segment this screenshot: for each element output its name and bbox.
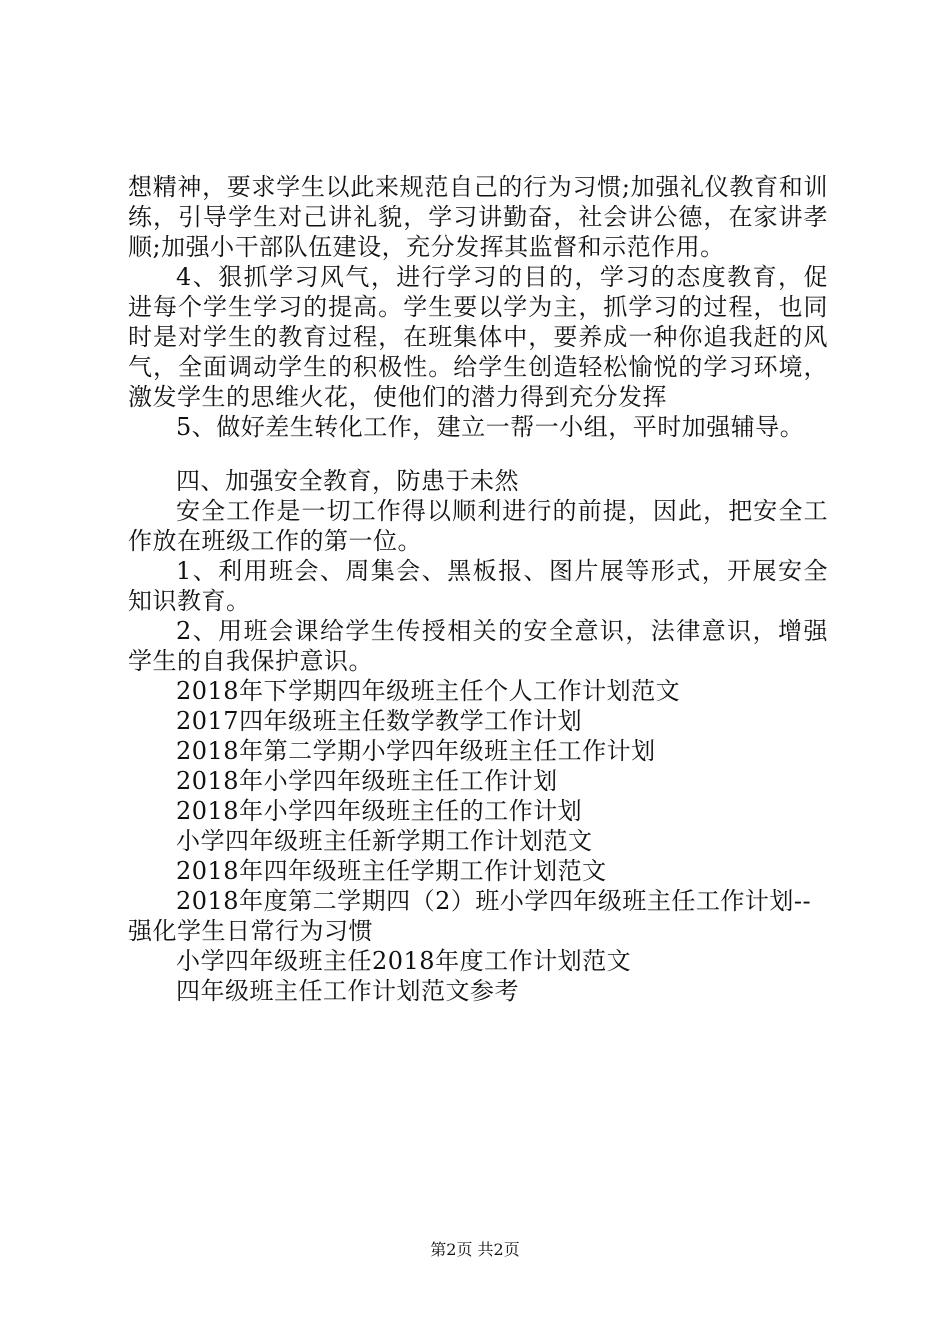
- related-article-link[interactable]: 2018年第二学期小学四年级班主任工作计划: [176, 737, 656, 765]
- paragraph-point-4: 4、狠抓学习风气，进行学习的目的，学习的态度教育，促进每个学生学习的提高。学生要以学为主，抓学习的过程，也同时是对学生的教育过程，在班集体中，要养成一种你追我赶的风气，全面调动学生的积极性。给学生创造轻松愉悦的学习环境，激发学生的思维火花，使他们的潜力得到充分发挥: [128, 263, 828, 411]
- paragraph-continued: 想精神，要求学生以此来规范自己的行为习惯;加强礼仪教育和训练，引导学生对己讲礼貌，学习讲勤奋，社会讲公德，在家讲孝顺;加强小干部队伍建设，充分发挥其监督和示范作用。: [128, 173, 828, 261]
- section-gap: [128, 442, 828, 466]
- paragraph-safety-intro: 安全工作是一切工作得以顺利进行的前提，因此，把安全工作放在班级工作的第一位。: [128, 497, 828, 555]
- related-article-link[interactable]: 2018年小学四年级班主任工作计划: [176, 767, 558, 795]
- document-body: [128, 172, 828, 1006]
- paragraph-point-5: 5、做好差生转化工作，建立一帮一小组，平时加强辅导。: [176, 413, 805, 441]
- related-articles-list: [128, 676, 828, 1006]
- paragraph-safety-1: 1、利用班会、周集会、黑板报、图片展等形式，开展安全知识教育。: [128, 557, 828, 615]
- related-article-link[interactable]: 2018年度第二学期四（2）班小学四年级班主任工作计划--强化学生日常行为习惯: [128, 887, 812, 945]
- paragraph-safety-2: 2、用班会课给学生传授相关的安全意识，法律意识，增强学生的自我保护意识。: [128, 617, 828, 675]
- related-article-link[interactable]: 2018年小学四年级班主任的工作计划: [176, 797, 583, 825]
- section-heading-4: 四、加强安全教育，防患于未然: [176, 467, 519, 495]
- related-article-link[interactable]: 2018年四年级班主任学期工作计划范文: [176, 857, 607, 885]
- related-article-link[interactable]: 小学四年级班主任新学期工作计划范文: [176, 827, 593, 855]
- related-article-link[interactable]: 2017四年级班主任数学教学工作计划: [176, 707, 583, 735]
- page-footer: 第2页 共2页: [430, 1240, 520, 1259]
- related-article-link[interactable]: 小学四年级班主任2018年度工作计划范文: [176, 947, 632, 975]
- related-article-link[interactable]: 四年级班主任工作计划范文参考: [176, 977, 519, 1005]
- related-article-link[interactable]: 2018年下学期四年级班主任个人工作计划范文: [176, 677, 681, 705]
